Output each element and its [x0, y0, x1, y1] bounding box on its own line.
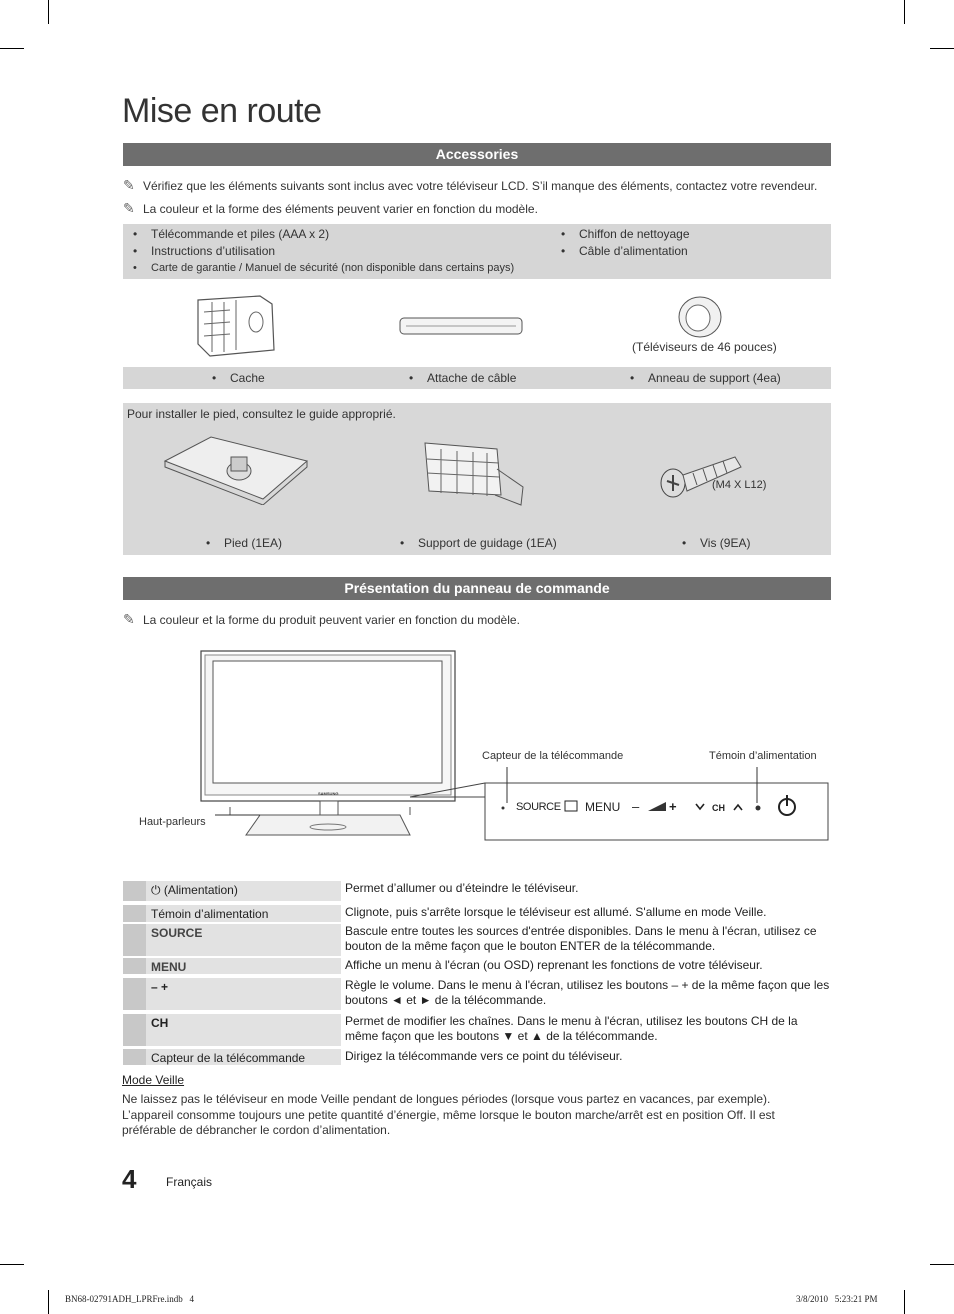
tv-diagram: [120, 645, 830, 845]
footer-language: Français: [166, 1175, 213, 1189]
table-desc: Permet de modifier les chaînes. Dans le menu à l'écran, utilisez les boutons CH de la même façon que les boutons ▼ et ▲ de la télécommande.: [345, 1014, 798, 1043]
standby-text: Ne laissez pas le téléviseur en mode Veille pendant de longues périodes (lorsque vous partez en vacances, par exemple). L’appareil consomme toujours une petite quantité d’énergie, même lorsque le bouton marche/arrêt est en position Off. Il est préférable de débrancher le cordon d’alimentation.: [122, 1092, 775, 1137]
screw-note: (M4 X L12): [712, 479, 767, 491]
stand-box: [123, 403, 831, 555]
panel-header: Présentation du panneau de commande: [123, 577, 831, 600]
list-item: • Chiffon de nettoyage: [561, 227, 690, 241]
crop-mark: [904, 1290, 905, 1314]
crop-mark: [930, 48, 954, 49]
callout-speakers: Haut-parleurs: [139, 816, 206, 828]
table-row: [123, 881, 341, 901]
brand-logo: SAMSUNG: [318, 791, 339, 796]
cable-tie-illustration: [398, 312, 526, 340]
cover-illustration: [190, 292, 280, 362]
table-desc: Permet d’allumer ou d’éteindre le téléviseur.: [345, 881, 579, 895]
volume-up-button[interactable]: +: [669, 799, 677, 814]
page-title: Mise en route: [122, 92, 322, 130]
list-item: • Support de guidage (1EA): [400, 536, 557, 550]
callout-power-led: Témoin d’alimentation: [709, 750, 817, 762]
screw-illustration: [659, 451, 743, 499]
table-row: Témoin d’alimentation: [123, 905, 341, 922]
list-item: • Vis (9EA): [682, 536, 750, 550]
list-item: • Câble d’alimentation: [561, 244, 688, 258]
list-item: • Anneau de support (4ea): [630, 371, 781, 385]
source-button[interactable]: SOURCE: [516, 801, 561, 813]
table-row: Capteur de la télécommande: [123, 1049, 341, 1065]
callout-remote-sensor: Capteur de la télécommande: [482, 750, 624, 762]
panel-note: ✎ La couleur et la forme du produit peuvent varier en fonction du modèle.: [123, 611, 520, 627]
accessories-list: [123, 224, 831, 279]
list-item: • Télécommande et piles (AAA x 2): [133, 227, 329, 241]
footer-file: BN68-02791ADH_LPRFre.indb 4: [65, 1294, 195, 1304]
stand-illustration: [161, 433, 311, 505]
list-item: • Pied (1EA): [206, 536, 282, 550]
crop-mark: [0, 1264, 24, 1265]
table-row: – +: [123, 978, 341, 1010]
crop-mark: [0, 48, 24, 49]
table-desc: Bascule entre toutes les sources d'entrée disponibles. Dans le menu à l'écran, utilisez ce bouton de la même façon que le bouton ENTER de la télécommande.: [345, 924, 817, 953]
accessories-header: Accessories: [123, 143, 831, 166]
pencil-icon: ✎: [123, 200, 135, 216]
stand-intro: Pour installer le pied, consultez le guide approprié.: [127, 407, 396, 421]
volume-down-button[interactable]: –: [632, 799, 640, 814]
table-desc: Clignote, puis s'arrête lorsque le téléviseur est allumé. S'allume en mode Veille.: [345, 905, 767, 919]
table-row: SOURCE: [123, 924, 341, 956]
accessories-note-1: ✎ Vérifiez que les éléments suivants sont inclus avec votre téléviseur LCD. S’il manque des éléments, contactez votre revendeur.: [123, 177, 818, 193]
table-desc: Affiche un menu à l'écran (ou OSD) reprenant les fonctions de votre téléviseur.: [345, 958, 763, 972]
crop-mark: [930, 1264, 954, 1265]
guide-stand-illustration: [419, 439, 529, 511]
table-desc: Règle le volume. Dans le menu à l'écran, utilisez les boutons – + de la même façon que les boutons ◄ et ► de la télécommande.: [345, 978, 830, 1007]
crop-mark: [904, 0, 905, 24]
crop-mark: [48, 0, 49, 24]
page-number: 4: [122, 1164, 137, 1194]
standby-heading: Mode Veille: [122, 1073, 185, 1087]
channel-button[interactable]: CH: [712, 803, 725, 813]
accessories-note-2: ✎ La couleur et la forme des éléments peuvent varier en fonction du modèle.: [123, 200, 538, 216]
accessories-items-row: [123, 367, 831, 389]
footer-timestamp: 3/8/2010 5:23:21 PM: [796, 1294, 878, 1304]
pencil-icon: ✎: [123, 611, 135, 627]
menu-button[interactable]: MENU: [585, 800, 621, 814]
list-item: • Carte de garantie / Manuel de sécurité (non disponible dans certains pays): [133, 262, 514, 274]
holder-ring-illustration: [676, 294, 724, 340]
pencil-icon: ✎: [123, 177, 135, 193]
table-row: MENU: [123, 958, 341, 974]
list-item: • Cache: [212, 371, 265, 385]
table-desc: Dirigez la télécommande vers ce point du téléviseur.: [345, 1049, 623, 1063]
power-icon: ⏻ (Alimentation): [151, 883, 238, 897]
list-item: • Instructions d’utilisation: [133, 244, 275, 258]
list-item: • Attache de câble: [409, 371, 516, 385]
crop-mark: [48, 1290, 49, 1314]
ring-note: (Téléviseurs de 46 pouces): [632, 340, 777, 354]
table-row: CH: [123, 1014, 341, 1046]
